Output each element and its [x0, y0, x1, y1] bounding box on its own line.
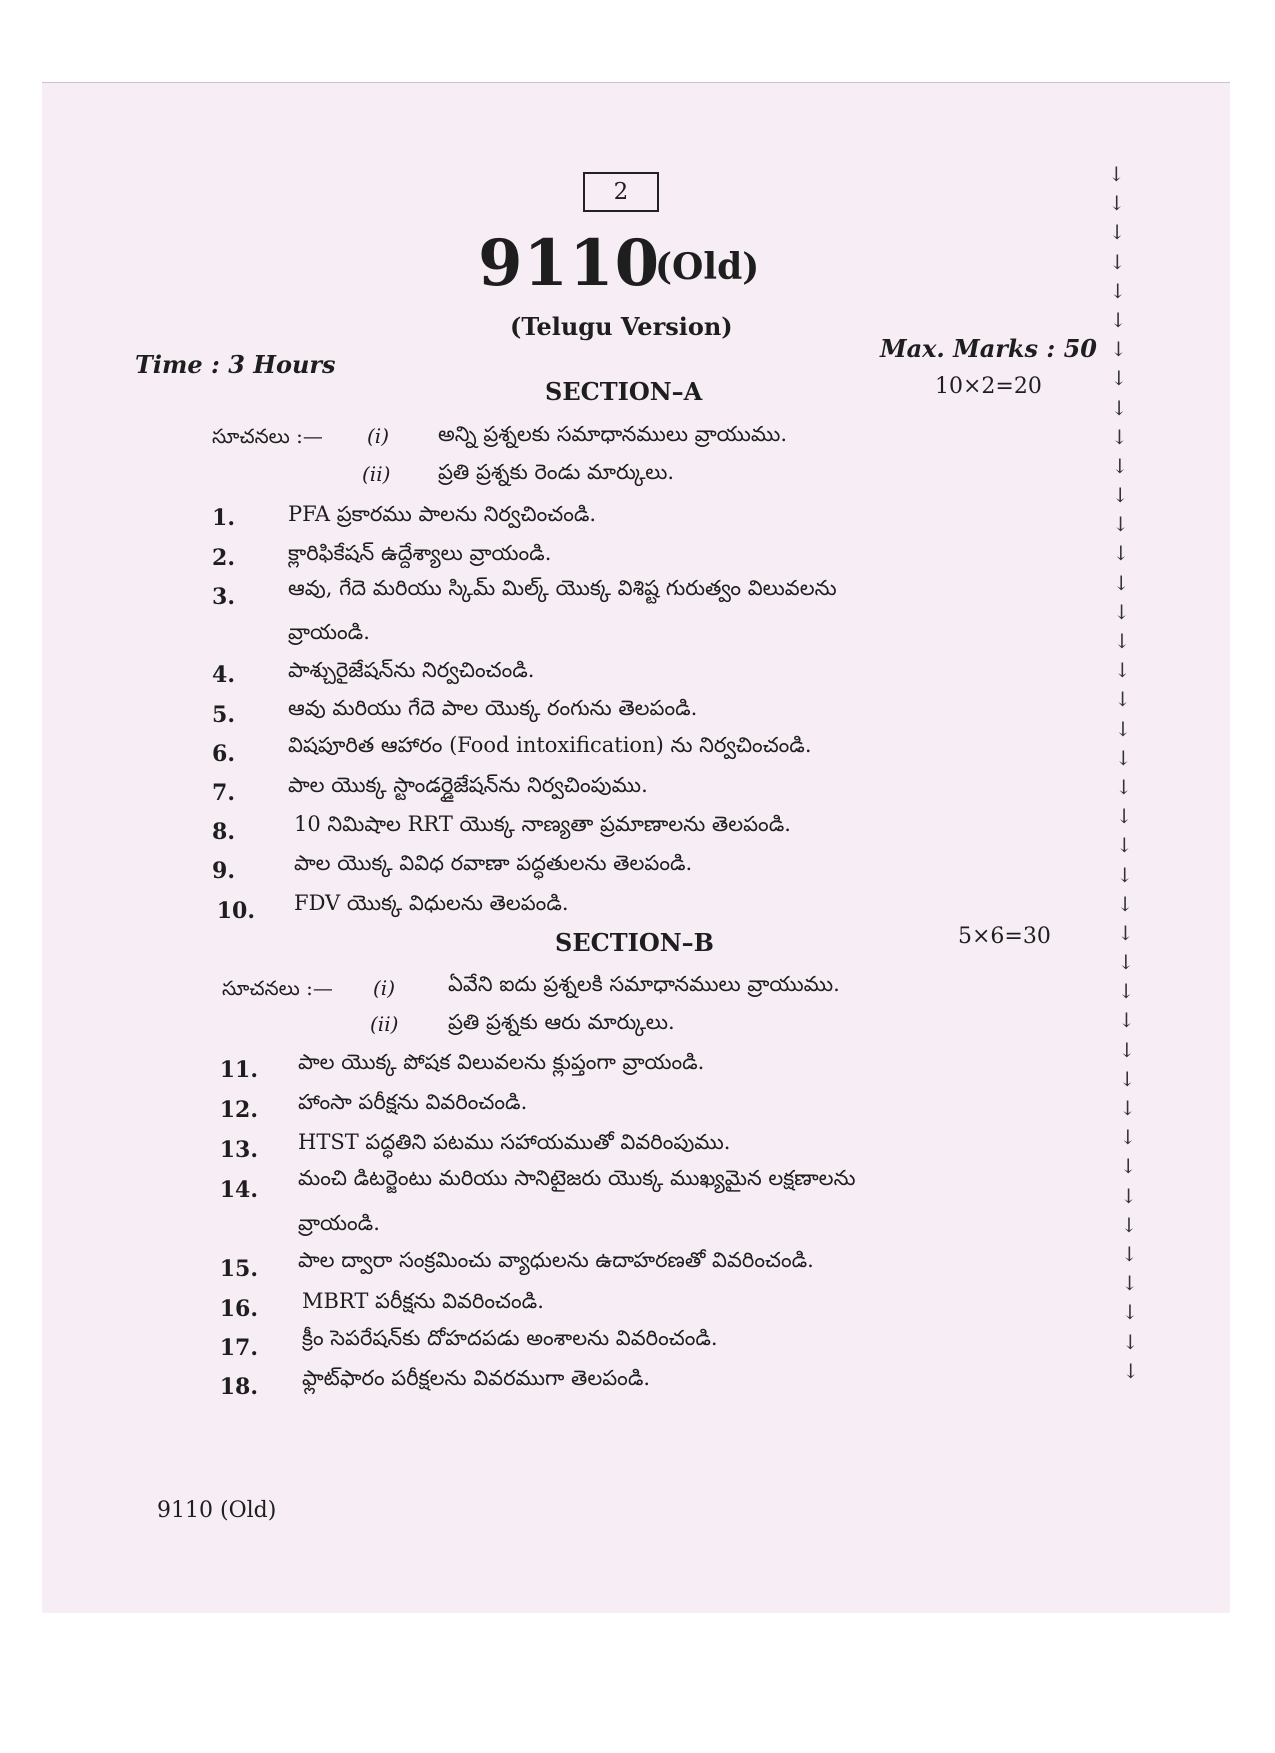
- down-arrow-icon: ↓: [1113, 629, 1131, 653]
- down-arrow-icon: ↓: [1122, 1358, 1140, 1383]
- down-arrow-icon: ↓: [1116, 862, 1134, 887]
- down-arrow-icon: ↓: [1117, 979, 1135, 1004]
- down-arrow-icon: ↓: [1111, 424, 1128, 449]
- paper-code: 9110: [478, 226, 661, 301]
- question-number: 9.: [212, 858, 235, 884]
- question-text: పాల యొక్క పోషక విలువలను క్లుప్తంగా వ్రాయండి.: [298, 1050, 705, 1074]
- question-text: ఆవు మరియు గేదె పాల యొక్క రంగును తెలపండి.: [288, 696, 698, 720]
- section-b-instruction-text: ప్రతి ప్రశ్నకు ఆరు మార్కులు.: [448, 1010, 675, 1034]
- down-arrow-icon: ↓: [1119, 1096, 1136, 1120]
- question-number: 17.: [219, 1335, 258, 1361]
- question-text: పాల ద్వారా సంక్రమించు వ్యాధులను ఉదాహరణతో వివరించండి.: [298, 1248, 814, 1272]
- down-arrow-icon: ↓: [1110, 395, 1128, 420]
- question-number: 10.: [216, 898, 255, 924]
- section-b-instruction-text: ఏవేని ఐదు ప్రశ్నలకి సమాధానములు వ్రాయుము.: [448, 972, 840, 996]
- down-arrow-icon: ↓: [1116, 891, 1134, 916]
- footer-paper-code: 9110 (Old): [157, 1498, 277, 1523]
- question-text: 10 నిమిషాల RRT యొక్క నాణ్యతా ప్రమాణాలను తెలపండి.: [294, 812, 791, 836]
- down-arrow-icon: ↓: [1118, 1066, 1136, 1091]
- down-arrow-icon: ↓: [1117, 950, 1135, 975]
- question-number: 16.: [219, 1296, 258, 1322]
- question-text: FDV యొక్క విధులను తెలపండి.: [294, 891, 569, 915]
- section-a-instruction-text: అన్ని ప్రశ్నలకు సమాధానములు వ్రాయుము.: [438, 422, 788, 446]
- down-arrow-icon: ↓: [1108, 162, 1125, 186]
- question-text: పాల యొక్క వివిధ రవాణా పద్ధతులను తెలపండి.: [294, 851, 693, 875]
- question-number: 3.: [212, 584, 235, 610]
- time-allowed: Time : 3 Hours: [135, 350, 336, 379]
- down-arrow-icon: ↓: [1108, 220, 1126, 245]
- down-arrow-icon: ↓: [1109, 278, 1127, 303]
- question-text: పాల యొక్క స్టాండర్డైజేషన్‌ను నిర్వచింపుము.: [288, 773, 648, 797]
- section-a-title: SECTION–A: [545, 377, 703, 406]
- max-marks: Max. Marks : 50: [880, 334, 1098, 363]
- paper-version: (Telugu Version): [510, 312, 733, 341]
- section-b-marks: 5×6=30: [958, 924, 1051, 949]
- question-number: 18.: [219, 1374, 258, 1400]
- down-arrow-icon: ↓: [1109, 249, 1126, 274]
- down-arrow-icon: ↓: [1108, 191, 1126, 216]
- down-arrow-icon: ↓: [1110, 337, 1127, 362]
- down-arrow-icon: ↓: [1119, 1154, 1137, 1179]
- question-text: పాశ్చురైజేషన్‌ను నిర్వచించండి.: [288, 658, 535, 682]
- section-a-instruction-num: (ii): [362, 462, 391, 486]
- down-arrow-icon: ↓: [1114, 716, 1132, 741]
- question-text: ఆవు, గేదె మరియు స్కిమ్ మిల్క్ యొక్క విశిష్ట గురుత్వం విలువలను: [288, 576, 837, 600]
- down-arrow-icon: ↓: [1117, 920, 1134, 945]
- section-a-instruction-text: ప్రతి ప్రశ్నకు రెండు మార్కులు.: [438, 460, 675, 484]
- down-arrow-icon: ↓: [1112, 541, 1130, 566]
- question-text: ఫ్లాట్‌ఫారం పరీక్షలను వివరముగా తెలపండి.: [302, 1366, 651, 1390]
- down-arrow-icon: ↓: [1118, 1008, 1135, 1033]
- question-number: 2.: [212, 545, 235, 571]
- margin-arrows: [1108, 160, 1138, 1386]
- page-number-box: 2: [583, 172, 659, 212]
- question-text: క్రీం సెపరేషన్‌కు దోహదపడు అంశాలను వివరించండి.: [302, 1326, 718, 1350]
- down-arrow-icon: ↓: [1122, 1329, 1139, 1354]
- question-text-continued: వ్రాయండి.: [298, 1211, 380, 1235]
- down-arrow-icon: ↓: [1112, 512, 1129, 537]
- down-arrow-icon: ↓: [1115, 804, 1133, 829]
- down-arrow-icon: ↓: [1111, 483, 1129, 508]
- question-number: 12.: [219, 1097, 258, 1123]
- section-b-instructions-label: సూచనలు :—: [222, 976, 333, 1000]
- question-text-continued: వ్రాయండి.: [288, 620, 370, 644]
- section-b-instruction-num: (ii): [370, 1012, 399, 1036]
- paper-code-suffix: (Old): [655, 246, 760, 288]
- down-arrow-icon: ↓: [1109, 307, 1127, 332]
- question-number: 6.: [212, 741, 235, 767]
- down-arrow-icon: ↓: [1110, 366, 1128, 391]
- down-arrow-icon: ↓: [1119, 1125, 1137, 1150]
- question-number: 7.: [212, 780, 235, 806]
- question-text: PFA ప్రకారము పాలను నిర్వచించండి.: [288, 502, 597, 526]
- question-number: 4.: [212, 662, 235, 688]
- down-arrow-icon: ↓: [1112, 570, 1130, 595]
- down-arrow-icon: ↓: [1118, 1037, 1136, 1062]
- question-number: 1.: [212, 505, 235, 531]
- question-number: 11.: [219, 1057, 258, 1083]
- section-b-title: SECTION–B: [555, 928, 714, 957]
- section-a-marks: 10×2=20: [935, 374, 1042, 399]
- down-arrow-icon: ↓: [1121, 1271, 1139, 1296]
- down-arrow-icon: ↓: [1114, 687, 1132, 712]
- section-a-instruction-num: (i): [367, 424, 390, 448]
- down-arrow-icon: ↓: [1116, 833, 1133, 858]
- down-arrow-icon: ↓: [1115, 745, 1132, 770]
- question-number: 14.: [219, 1177, 258, 1203]
- question-text: హాంసా పరీక్షను వివరించండి.: [298, 1090, 528, 1114]
- down-arrow-icon: ↓: [1120, 1183, 1138, 1208]
- question-text: మంచి డిటర్జెంటు మరియు సానిటైజరు యొక్క ముఖ్యమైన లక్షణాలను: [298, 1166, 856, 1190]
- section-a-instructions-label: సూచనలు :—: [212, 424, 323, 448]
- down-arrow-icon: ↓: [1120, 1212, 1138, 1237]
- question-text: HTST పద్ధతిని పటము సహాయముతో వివరింపుము.: [298, 1130, 731, 1154]
- down-arrow-icon: ↓: [1115, 774, 1133, 799]
- question-number: 8.: [212, 819, 235, 845]
- down-arrow-icon: ↓: [1120, 1241, 1138, 1266]
- down-arrow-icon: ↓: [1113, 658, 1131, 683]
- question-number: 5.: [212, 702, 235, 728]
- question-number: 13.: [219, 1137, 258, 1163]
- down-arrow-icon: ↓: [1113, 599, 1131, 624]
- question-text: క్లారిఫికేషన్ ఉద్దేశ్యాలు వ్రాయండి.: [288, 541, 552, 565]
- question-number: 15.: [219, 1256, 258, 1282]
- question-text: MBRT పరీక్షను వివరించండి.: [302, 1289, 544, 1313]
- down-arrow-icon: ↓: [1111, 453, 1129, 478]
- down-arrow-icon: ↓: [1121, 1300, 1139, 1325]
- section-b-instruction-num: (i): [373, 976, 396, 1000]
- question-text: విషపూరిత ఆహారం (Food intoxification) ను నిర్వచించండి.: [288, 733, 812, 757]
